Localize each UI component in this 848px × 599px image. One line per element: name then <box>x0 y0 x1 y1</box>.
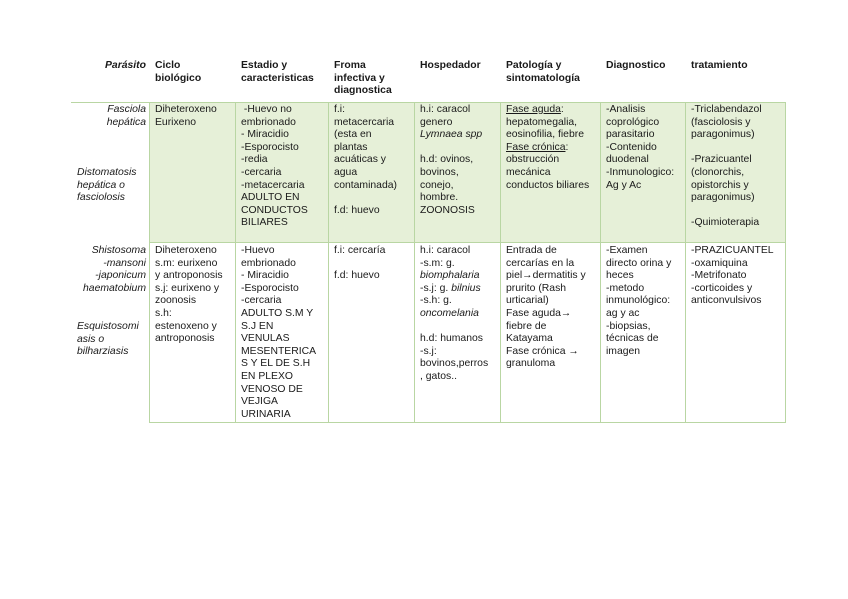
row1-parasito-disease: Distomatosis hepática o fasciolosis <box>77 167 137 204</box>
row2-diagnostico: -Examen directo orina y heces -metodo inmunológico: ag y ac -biopsias, técnicas de imagen <box>606 245 672 357</box>
row1-tratamiento: -Triclabendazol (fasciolosis y paragonimus) -Prazicuantel (clonorchis, opistorchis y paragonimus) -Quimioterapia <box>691 104 762 229</box>
header-ciclo: Ciclo biológico <box>155 60 202 84</box>
row2-tratamiento: -PRAZICUANTEL -oxamiquina -Metrifonato -corticoides y anticonvulsivos <box>691 245 774 307</box>
col-rule-6 <box>600 102 601 423</box>
header-forma: Froma infectiva y diagnostica <box>334 60 392 97</box>
row1-forma: f.i: metacercaria (esta en plantas acuáticas y agua contaminada) f.d: huevo <box>334 104 397 216</box>
header-patologia: Patología y sintomatología <box>506 60 580 84</box>
col-rule-3 <box>328 102 329 423</box>
row1-parasito: Fasciola hepática <box>106 104 146 128</box>
row2-forma: f.i: cercaría f.d: huevo <box>334 245 386 282</box>
rule-bottom <box>149 422 785 423</box>
header-tratamiento: tratamiento <box>691 60 748 71</box>
header-parasito: Parásito <box>104 60 146 71</box>
header-estadio: Estadio y caracteristicas <box>241 60 314 84</box>
row2-estadio: -Huevo embrionado - Miracidio -Esporocisto -cercaria ADULTO S.M Y S.J EN VENULAS MESENTERICA S Y EL DE S.H EN PLEXO VENOSO DE VEJIGA URINARIA <box>241 245 317 420</box>
col-rule-5 <box>500 102 501 423</box>
rule-top-row2 <box>149 242 785 243</box>
row2-parasito-disease: Esquistosomi asis o bilharziasis <box>77 321 139 358</box>
rule-top-row1 <box>71 102 785 103</box>
row1-patologia: Fase aguda: hepatomegalia, eosinofilia, fiebre Fase crónica: obstrucción mecánica conductos biliares <box>506 104 590 191</box>
row2-parasito: Shistosoma -mansoni -japonicum haematobium <box>83 245 146 294</box>
header-hospedador: Hospedador <box>420 60 481 71</box>
col-rule-1 <box>149 102 150 423</box>
row2-ciclo: Diheteroxeno s.m: eurixeno y antroponosis s.j: eurixeno y zoonosis s.h: estenoxeno y antroponosis <box>155 245 223 345</box>
row1-ciclo: Diheteroxeno Eurixeno <box>155 104 217 128</box>
col-rule-8 <box>785 102 786 423</box>
row2-hospedador: h.i: caracol -s.m: g. biomphalaria -s.j: g. bilnius -s.h: g. oncomelania h.d: humanos -s.j: bovinos,perros , gatos.. <box>420 245 489 382</box>
col-rule-2 <box>235 102 236 423</box>
row2-patologia: Entrada de cercarías en la piel→dermatitis y prurito (Rash urticarial) Fase aguda→ fiebre de Katayama Fase crónica → granuloma <box>506 245 586 370</box>
row1-estadio: -Huevo no embrionado - Miracidio -Esporocisto -redia -cercaria -metacercaria ADULTO EN CONDUCTOS BILIARES <box>241 104 308 229</box>
col-rule-7 <box>685 102 686 423</box>
row1-hospedador: h.i: caracol genero Lymnaea spp h.d: ovinos, bovinos, conejo, hombre. ZOONOSIS <box>420 104 483 216</box>
col-rule-4 <box>414 102 415 423</box>
header-diagnostico: Diagnostico <box>606 60 666 71</box>
row1-diagnostico: -Analisis coprológico parasitario -Contenido duodenal -Inmunologico: Ag y Ac <box>606 104 675 191</box>
